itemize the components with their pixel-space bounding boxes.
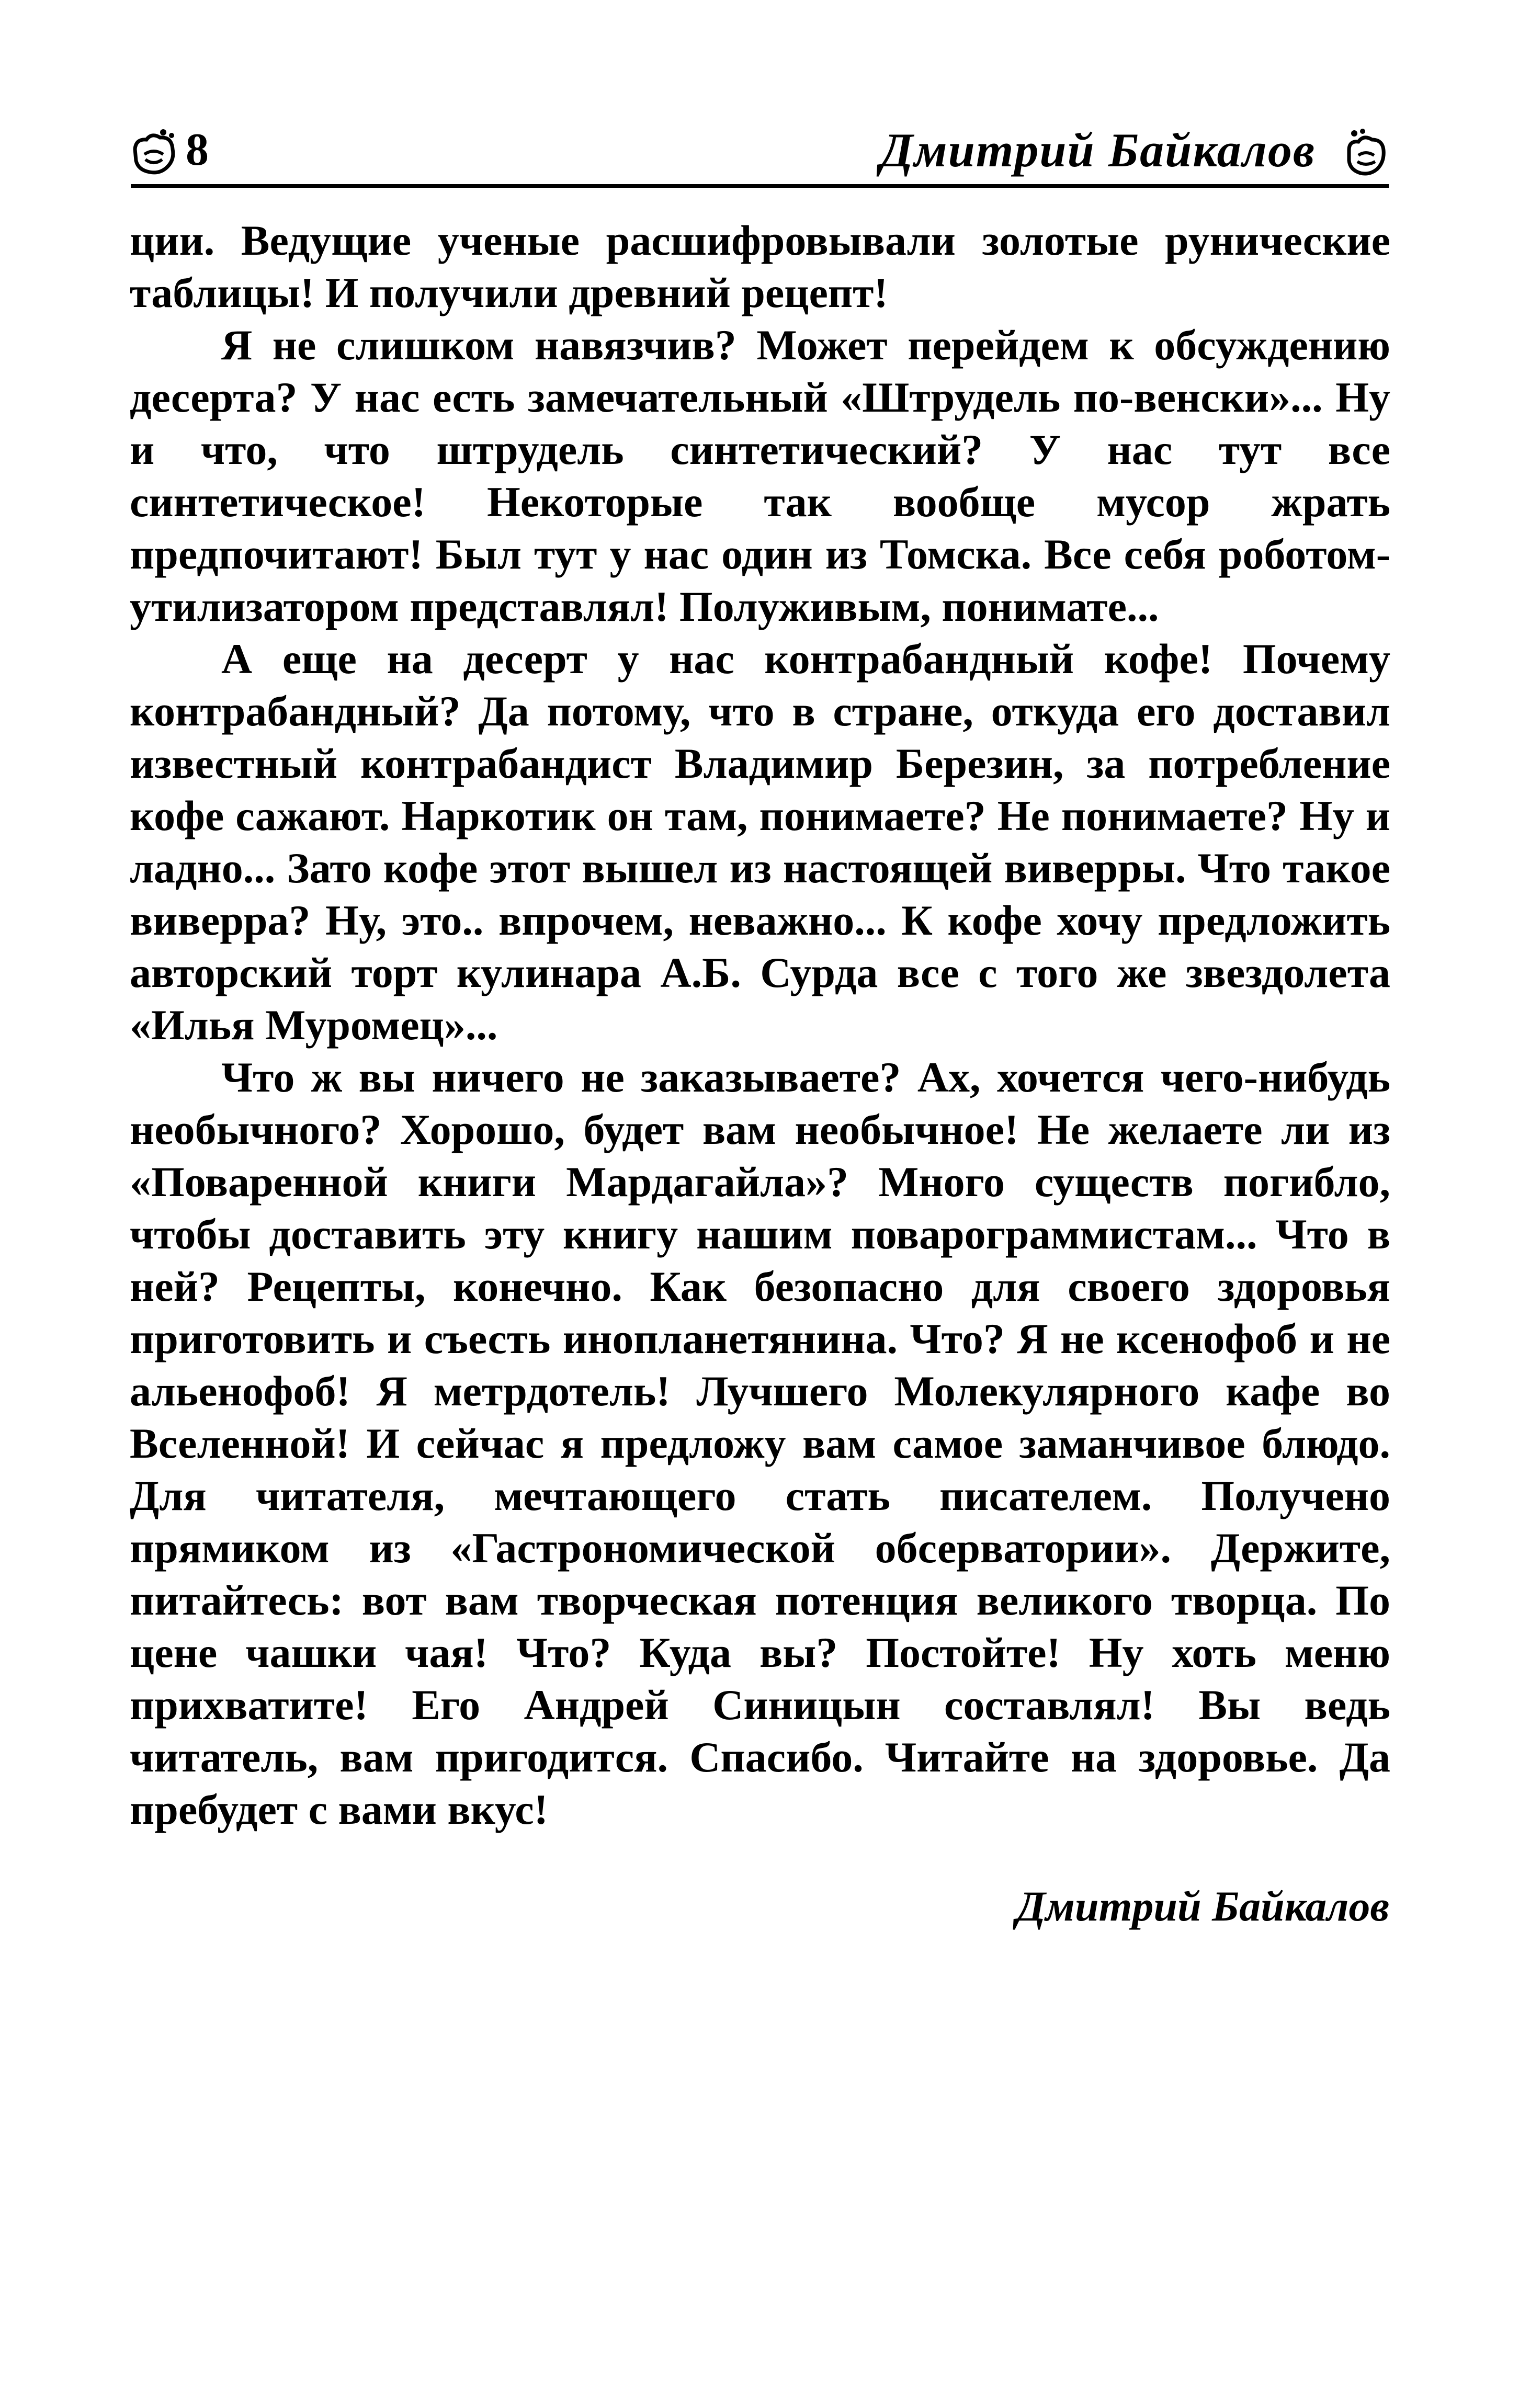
page-header [131,118,1389,186]
paragraph: Что ж вы ничего не заказываете? Ах, хочется чего-нибудь необычного? Хорошо, будет вам необычное! Не желаете ли из «Поваренной книги Мардагайла»? Много существ погибло, чтобы доставить эту книгу нашим поварограммистам... Что в ней? Рецепты, конечно. Как безопасно для своего здоровья приготовить и съесть инопланетянина. Что? Я не ксенофоб и не альенофоб! Я метрдотель! Лучшего Молекулярного кафе во Вселенной! И сейчас я предложу вам самое заманчивое блюдо. Для читателя, мечтающего стать писателем. Получено прямиком из «Гастрономической обсерватории». Держите, питайтесь: вот вам творческая потенция великого творца. По цене чашки чая! Что? Куда вы? Постойте! Ну хоть меню прихватите! Его Андрей Синицын составлял! Вы ведь читатель, вам пригодится. Спасибо. Читайте на здоровье. Да пребудет с вами вкус! [130,1053,1390,1833]
page-number: 8 [186,124,209,175]
header-divider [131,184,1389,188]
paragraph: А еще на десерт у нас контрабандный кофе! Почему контрабандный? Да потому, что в стране, откуда его доставил известный контрабандист Владимир Березин, за потребление кофе сажают. Наркотик он там, понимаете? Не понимаете? Ну и ладно... Зато кофе этот вышел из настоящей виверры. Что такое виверра? Ну, это.. впрочем, неважно... К кофе хочу предложить авторский торт кулинара А.Б. Сурда все с того же звездолета «Илья Муромец»... [130,635,1390,1049]
author-signature: Дмитрий Байкалов [1016,1882,1389,1930]
ornament-icon [1343,128,1389,176]
paragraph: ции. Ведущие ученые расшифровывали золотые рунические таблицы! И получили древний рецепт! [130,217,1390,316]
running-title: Дмитрий Байкалов [880,123,1316,177]
paragraph: Я не слишком навязчив? Может перейдем к обсуждению десерта? У нас есть замечательный «Штрудель по-венски»... Ну и что, что штрудель синтетический? У нас тут все синтетическое! Некоторые так вообще мусор жрать предпочитают! Был тут у нас один из Томска. Все себя роботом-утилизатором представлял! Полуживым, понимате... [130,321,1390,630]
body-text [130,214,1390,1836]
ornament-icon [131,128,177,176]
